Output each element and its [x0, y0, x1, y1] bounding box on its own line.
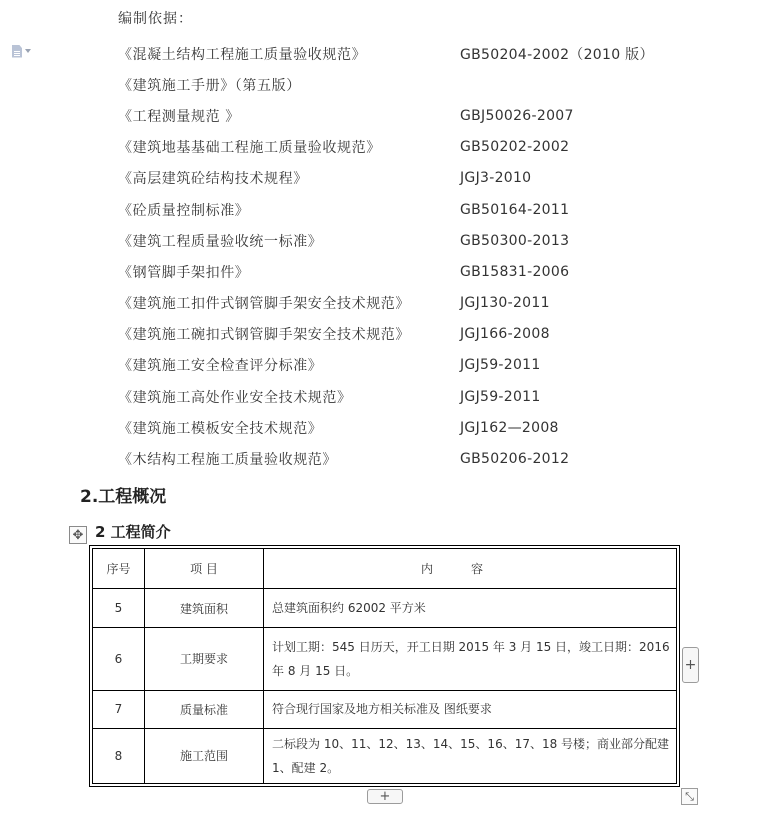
standard-item [118, 443, 678, 474]
standard-name: 《建筑施工手册》（第五版） [118, 77, 301, 94]
page-glyph [12, 45, 22, 58]
overview-table-frame [89, 545, 680, 787]
cell-content: 计划工期：545 日历天，开工日期 2015 年 3 月 15 日，竣工日期：2016 年 8 月 15 日。 [264, 628, 677, 690]
cell-item: 建筑面积 [145, 589, 264, 628]
standard-item [118, 132, 678, 163]
standard-name: 《混凝土结构工程施工质量验收规范》 [118, 46, 367, 63]
cell-no: 6 [93, 628, 145, 690]
table-header-row [93, 549, 677, 589]
standard-code: JGJ59-2011 [460, 357, 541, 374]
standard-name: 《建筑施工碗扣式钢管脚手架安全技术规范》 [118, 327, 410, 344]
standard-name: 《建筑施工高处作业安全技术规范》 [118, 389, 352, 406]
standard-code: GB50202-2002 [460, 139, 570, 156]
standard-name: 《建筑地基基础工程施工质量验收规范》 [118, 140, 381, 157]
standard-item [118, 100, 678, 131]
table-row [93, 690, 677, 728]
standard-item [118, 38, 678, 69]
cell-item: 施工范围 [145, 728, 264, 783]
chevron-down-icon [25, 49, 31, 53]
overview-table [92, 548, 677, 784]
standard-code: GB50204-2002（2010 版） [460, 46, 654, 63]
basis-title: 编制依据： [118, 11, 193, 27]
table-row [93, 589, 677, 628]
standard-code: JGJ162—2008 [460, 419, 559, 436]
cell-no: 5 [93, 589, 145, 628]
add-column-button[interactable]: + [682, 647, 699, 683]
standard-code: JGJ166-2008 [460, 326, 550, 343]
cell-item: 工期要求 [145, 628, 264, 690]
standard-item [118, 412, 678, 443]
standard-code: GBJ50026-2007 [460, 107, 574, 124]
standard-code: GB50206-2012 [460, 451, 570, 468]
standard-name: 《建筑施工安全检查评分标准》 [118, 358, 323, 375]
subsection-heading: 2 工程简介 [95, 523, 171, 541]
header-content: 内容 [264, 549, 677, 589]
standard-code: JGJ59-2011 [460, 388, 541, 405]
header-item: 项 目 [145, 549, 264, 589]
table-row [93, 628, 677, 690]
standard-name: 《建筑施工扣件式钢管脚手架安全技术规范》 [118, 296, 410, 313]
header-no: 序号 [93, 549, 145, 589]
section-heading: 2.工程概况 [80, 487, 167, 507]
standard-code: GB15831-2006 [460, 263, 570, 280]
standard-item [118, 256, 678, 287]
cell-item: 质量标准 [145, 690, 264, 728]
standard-name: 《木结构工程施工质量验收规范》 [118, 452, 337, 469]
standard-item [118, 350, 678, 381]
standard-code: GB50300-2013 [460, 232, 570, 249]
standard-name: 《钢管脚手架扣件》 [118, 264, 250, 281]
standard-item [118, 225, 678, 256]
standard-item [118, 163, 678, 194]
standard-item [118, 381, 678, 412]
standard-name: 《高层建筑砼结构技术规程》 [118, 171, 308, 188]
standard-item [118, 319, 678, 350]
standard-name: 《建筑施工模板安全技术规范》 [118, 420, 323, 437]
table-row [93, 728, 677, 783]
standard-item [118, 69, 678, 100]
cell-no: 7 [93, 690, 145, 728]
standard-item [118, 194, 678, 225]
resize-icon[interactable]: ⤡ [681, 788, 698, 805]
standard-name: 《工程测量规范 》 [118, 108, 240, 125]
move-icon[interactable]: ✥ [69, 526, 87, 544]
standard-code: JGJ130-2011 [460, 295, 550, 312]
cell-content: 总建筑面积约 62002 平方米 [264, 589, 677, 628]
standard-code: JGJ3-2010 [460, 170, 532, 187]
standards-list [118, 38, 678, 475]
standard-item [118, 288, 678, 319]
cell-content: 二标段为 10、11、12、13、14、15、16、17、18 号楼；商业部分配建 1、配建 2。 [264, 728, 677, 783]
cell-content: 符合现行国家及地方相关标准及 图纸要求 [264, 690, 677, 728]
standard-name: 《砼质量控制标准》 [118, 202, 250, 219]
add-row-button[interactable]: + [367, 789, 403, 804]
document-icon[interactable] [12, 42, 38, 60]
standard-code: GB50164-2011 [460, 201, 570, 218]
standard-name: 《建筑工程质量验收统一标准》 [118, 233, 323, 250]
cell-no: 8 [93, 728, 145, 783]
